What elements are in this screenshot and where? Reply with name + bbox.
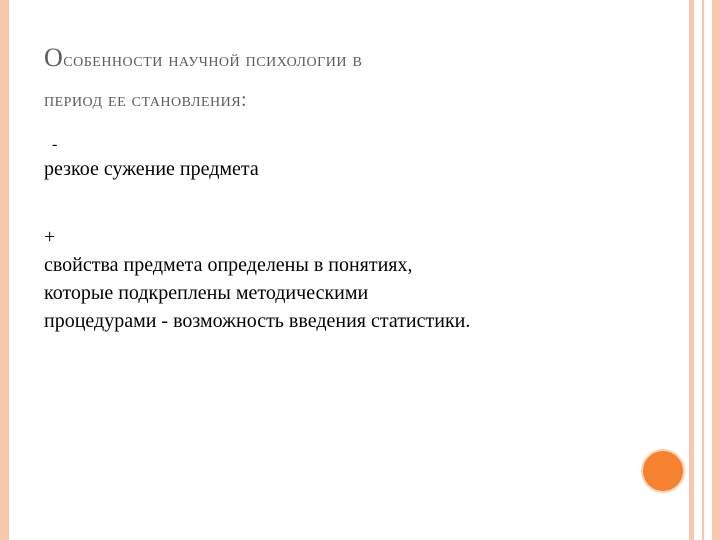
plus-marker: +: [44, 226, 56, 248]
right-border-line: [702, 0, 704, 540]
slide-title: [44, 38, 644, 120]
slide-content: [44, 135, 674, 335]
title-initial-letter: О: [44, 43, 64, 72]
minus-point-text: резкое сужение предмета: [44, 158, 259, 180]
title-line-2: период ее становления:: [44, 89, 248, 111]
plus-point-line-3: процедурами - возможность введения статистики.: [44, 310, 471, 332]
minus-marker: -: [52, 136, 58, 153]
plus-point-line-1: свойства предмета определены в понятиях,: [44, 254, 413, 276]
left-decorative-border: [0, 0, 9, 540]
plus-point-line-2: которые подкреплены методическими: [44, 282, 369, 304]
decorative-orange-circle: [641, 449, 685, 493]
title-line-1: Особенности научной психологии в: [44, 43, 363, 72]
spacer: [44, 183, 674, 223]
